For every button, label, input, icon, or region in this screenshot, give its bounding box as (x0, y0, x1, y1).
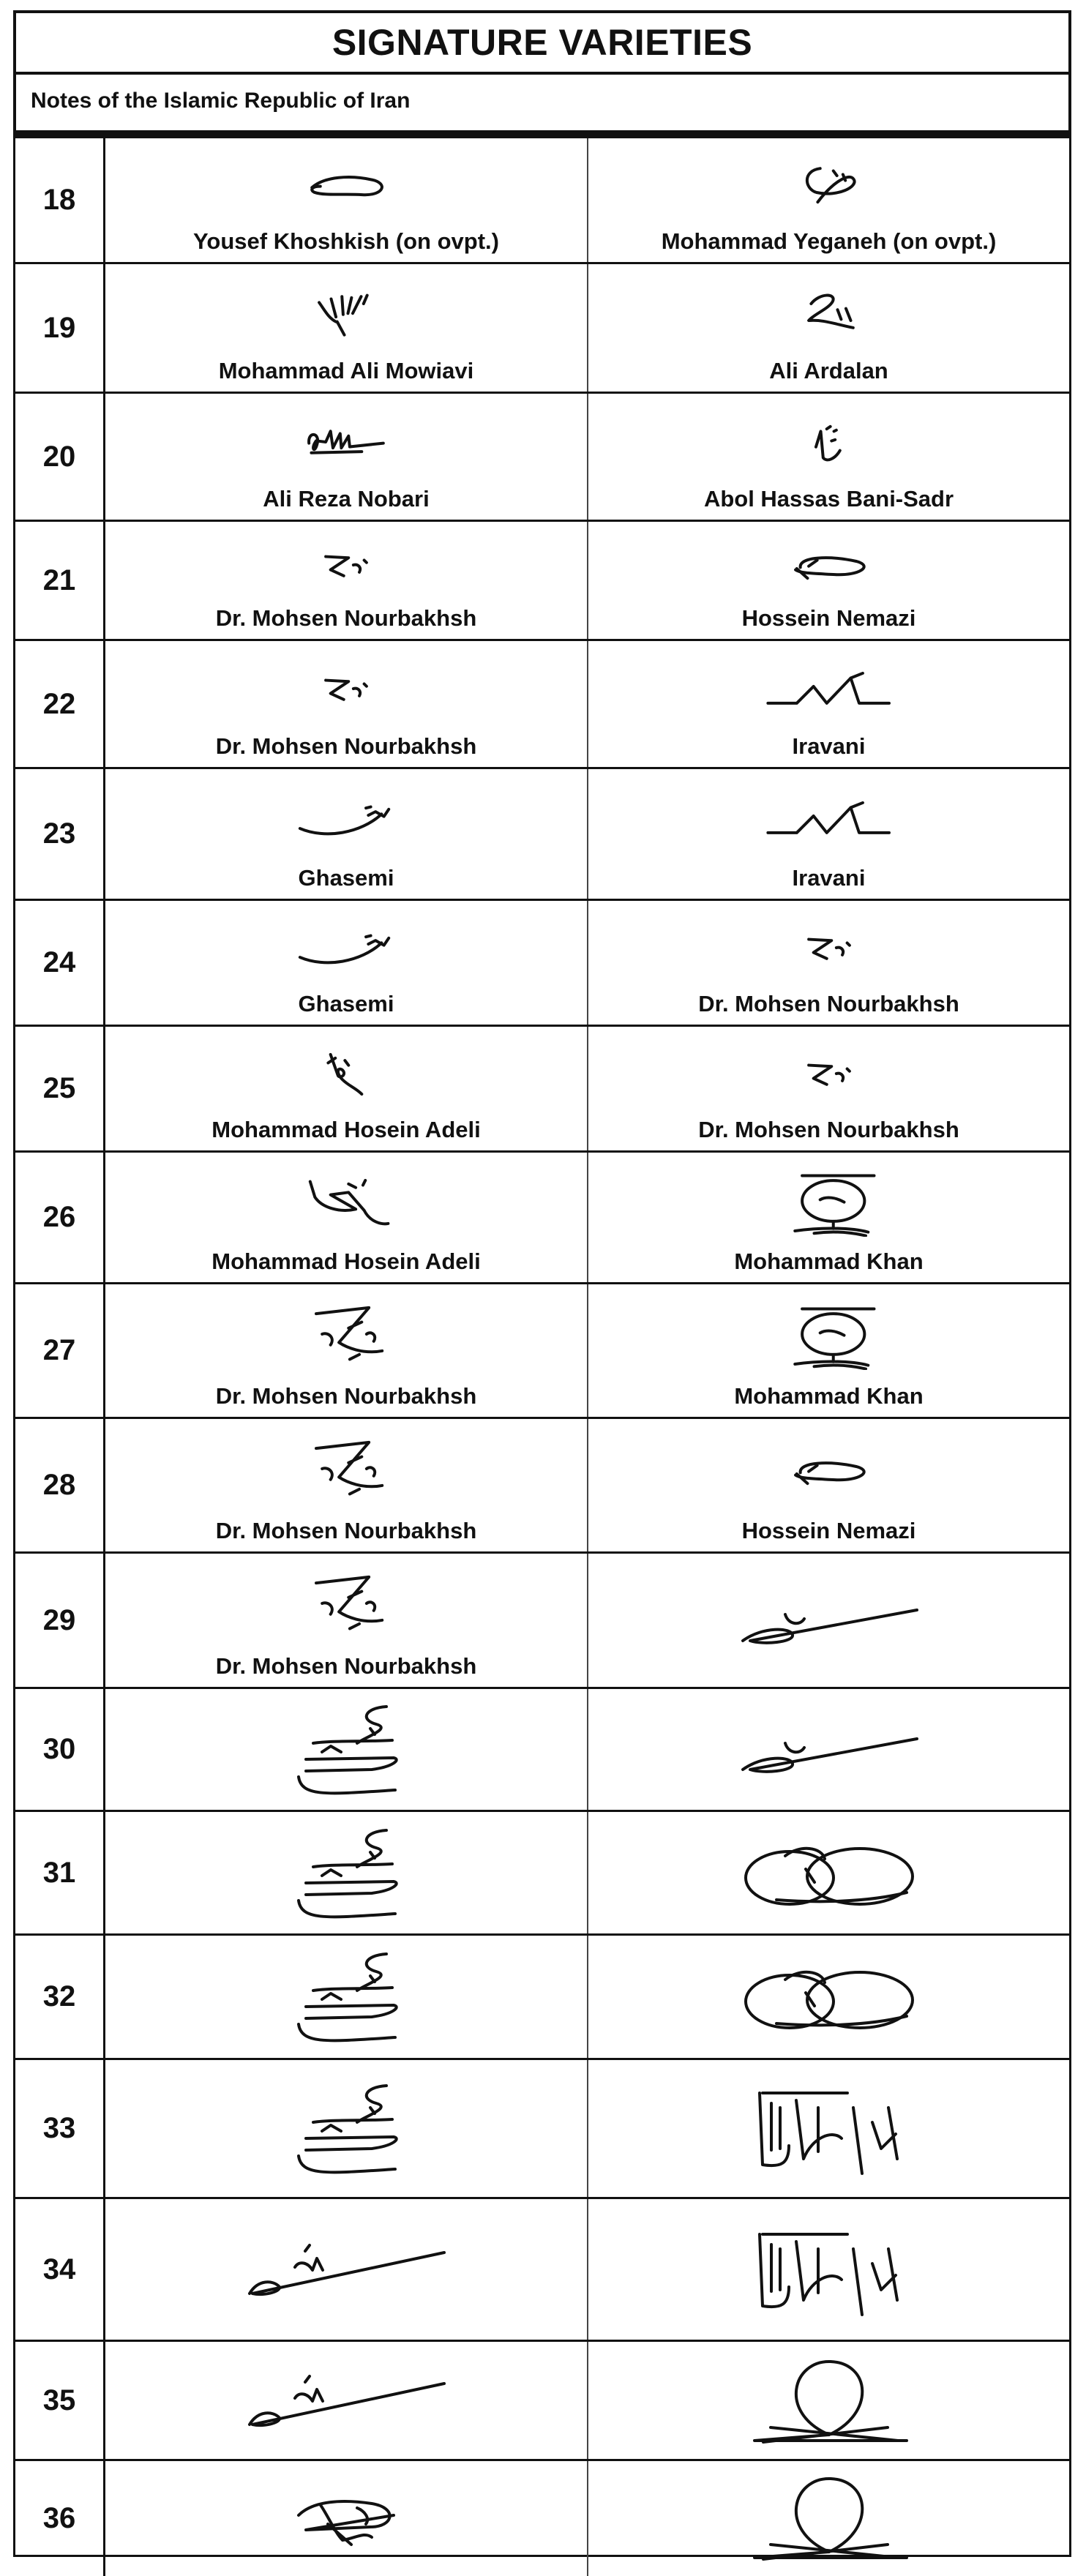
check-small-icon (805, 935, 853, 968)
row-number: 30 (15, 1689, 105, 1810)
signer-name: Mohammad Hosein Adeli (211, 1117, 481, 1142)
angular-icon (304, 1304, 389, 1374)
signature-cell-left (105, 1812, 588, 1933)
signer-name: Hossein Nemazi (741, 1518, 916, 1543)
signature-cell-right (588, 2461, 1069, 2576)
check-small-icon (322, 675, 370, 709)
table-row (15, 2461, 1069, 2576)
page-subtitle: Notes of the Islamic Republic of Iran (13, 72, 1071, 130)
signer-name: Ali Reza Nobari (263, 486, 430, 512)
stacked-icon (284, 1699, 408, 1805)
table-row (15, 1812, 1069, 1936)
stacked-icon (284, 1823, 408, 1929)
signature-cell-right (588, 138, 1069, 262)
table-row (15, 1153, 1069, 1284)
table-row (15, 138, 1069, 264)
signer-name: Dr. Mohsen Nourbakhsh (215, 1518, 477, 1543)
signer-name: Dr. Mohsen Nourbakhsh (215, 1383, 477, 1409)
page-title: SIGNATURE VARIETIES (13, 10, 1071, 75)
row-number: 29 (15, 1554, 105, 1687)
row-number: 22 (15, 641, 105, 767)
table-row (15, 901, 1069, 1027)
row-number: 18 (15, 138, 105, 262)
signature-cell-left (105, 1419, 588, 1551)
signer-name: Iravani (792, 865, 866, 891)
scribble-line-icon (304, 425, 389, 465)
table-row (15, 1689, 1069, 1812)
swirl-icon (795, 162, 861, 214)
long-stroke-icon (734, 1721, 924, 1783)
wave-icon (763, 670, 894, 715)
knot-icon (322, 1051, 370, 1103)
table-row (15, 2342, 1069, 2461)
tangle-icon (284, 2486, 408, 2556)
check-small-icon (322, 552, 370, 585)
row-number: 36 (15, 2461, 105, 2576)
signature-cell-right (588, 1419, 1069, 1551)
signer-name: Dr. Mohsen Nourbakhsh (698, 1117, 959, 1142)
table-row (15, 1936, 1069, 2060)
signer-name: Mohammad Khan (734, 1383, 924, 1409)
balloon-icon (778, 1171, 880, 1240)
wave-icon (763, 799, 894, 845)
signature-cell-right (588, 264, 1069, 392)
signature-cell-left (105, 2342, 588, 2459)
signature-cell-right (588, 641, 1069, 767)
header-divider (13, 130, 1071, 136)
row-number: 35 (15, 2342, 105, 2459)
signer-name: Mohammad Khan (734, 1248, 924, 1274)
signer-name: Mohammad Ali Mowiavi (218, 358, 474, 383)
slash-curve-icon (298, 1177, 394, 1235)
table-row (15, 1027, 1069, 1153)
signature-cell-right (588, 1689, 1069, 1810)
signature-cell-left (105, 2060, 588, 2197)
signer-name: Mohammad Yeganeh (on ovpt.) (661, 228, 997, 254)
signer-name: Dr. Mohsen Nourbakhsh (698, 991, 959, 1016)
rising-stroke-icon (236, 2369, 456, 2438)
hook-icon (793, 291, 864, 342)
table-row (15, 769, 1069, 901)
signature-cell-left (105, 1153, 588, 1282)
table-row (15, 641, 1069, 769)
signer-name: Dr. Mohsen Nourbakhsh (215, 1653, 477, 1679)
hook-small-icon (805, 419, 853, 471)
row-number: 25 (15, 1027, 105, 1150)
circle-cross-icon (741, 2354, 917, 2453)
signature-cell-left (105, 641, 588, 767)
table-row (15, 2060, 1069, 2199)
signature-cell-left (105, 2461, 588, 2576)
curve-icon (295, 931, 397, 970)
table-row (15, 1419, 1069, 1554)
signature-cell-right (588, 2342, 1069, 2459)
signer-name: Yousef Khoshkish (on ovpt.) (193, 228, 499, 254)
row-number: 34 (15, 2199, 105, 2340)
row-number: 31 (15, 1812, 105, 1933)
check-small-icon (805, 1060, 853, 1094)
curve-icon (295, 802, 397, 842)
signature-cell-right (588, 1027, 1069, 1150)
row-number: 28 (15, 1419, 105, 1551)
row-number: 19 (15, 264, 105, 392)
signature-cell-left (105, 901, 588, 1025)
stacked-icon (284, 2078, 408, 2184)
signer-name: Ghasemi (298, 991, 394, 1016)
signer-name: Dr. Mohsen Nourbakhsh (215, 733, 477, 759)
signature-cell-left (105, 522, 588, 639)
double-loop-icon (734, 1958, 924, 2042)
table-row (15, 264, 1069, 394)
signature-cell-left (105, 1554, 588, 1687)
signature-cell-right (588, 2199, 1069, 2340)
angular-icon (304, 1439, 389, 1508)
signer-name: Dr. Mohsen Nourbakhsh (215, 605, 477, 631)
circle-cross-icon (741, 2471, 917, 2570)
signer-name: Ali Ardalan (769, 358, 888, 383)
bracket-script-icon (745, 2078, 913, 2184)
angular-icon (304, 1573, 389, 1643)
signature-cell-right (588, 1554, 1069, 1687)
table-row (15, 1554, 1069, 1689)
signature-cell-left (105, 1689, 588, 1810)
long-stroke-icon (734, 1592, 924, 1655)
signature-cell-right (588, 394, 1069, 520)
signature-cell-left (105, 1027, 588, 1150)
signature-varieties-page (13, 10, 1071, 2557)
signature-cell-left (105, 138, 588, 262)
table-row (15, 394, 1069, 522)
row-number: 27 (15, 1284, 105, 1417)
signer-name: Mohammad Hosein Adeli (211, 1248, 481, 1274)
signature-cell-left (105, 769, 588, 899)
balloon-icon (778, 1304, 880, 1374)
signature-cell-left (105, 394, 588, 520)
double-loop-icon (734, 1834, 924, 1918)
signature-table (13, 136, 1071, 2557)
table-row (15, 1284, 1069, 1419)
signature-cell-right (588, 522, 1069, 639)
hand-icon (313, 291, 379, 342)
row-number: 32 (15, 1936, 105, 2058)
signature-cell-right (588, 769, 1069, 899)
signature-cell-right (588, 1153, 1069, 1282)
bracket-script-icon (745, 2220, 913, 2326)
signature-cell-left (105, 1936, 588, 2058)
signer-name: Abol Hassas Bani-Sadr (703, 486, 954, 512)
table-row (15, 522, 1069, 641)
signer-name: Ghasemi (298, 865, 394, 891)
row-number: 26 (15, 1153, 105, 1282)
signature-cell-right (588, 2060, 1069, 2197)
signature-cell-left (105, 2199, 588, 2340)
table-row (15, 2199, 1069, 2342)
signer-name: Iravani (792, 733, 866, 759)
signer-name: Hossein Nemazi (741, 605, 916, 631)
stacked-icon (284, 1947, 408, 2053)
rising-stroke-icon (236, 2238, 456, 2307)
oval-icon (787, 1457, 871, 1491)
oval-icon (787, 552, 871, 585)
signature-cell-right (588, 1284, 1069, 1417)
signature-cell-right (588, 1936, 1069, 2058)
row-number: 33 (15, 2060, 105, 2197)
signature-cell-left (105, 264, 588, 392)
row-number: 20 (15, 394, 105, 520)
row-number: 23 (15, 769, 105, 899)
row-number: 21 (15, 522, 105, 639)
signature-cell-right (588, 1812, 1069, 1933)
signature-cell-right (588, 901, 1069, 1025)
row-number: 24 (15, 901, 105, 1025)
loop-icon (307, 168, 386, 208)
signature-cell-left (105, 1284, 588, 1417)
